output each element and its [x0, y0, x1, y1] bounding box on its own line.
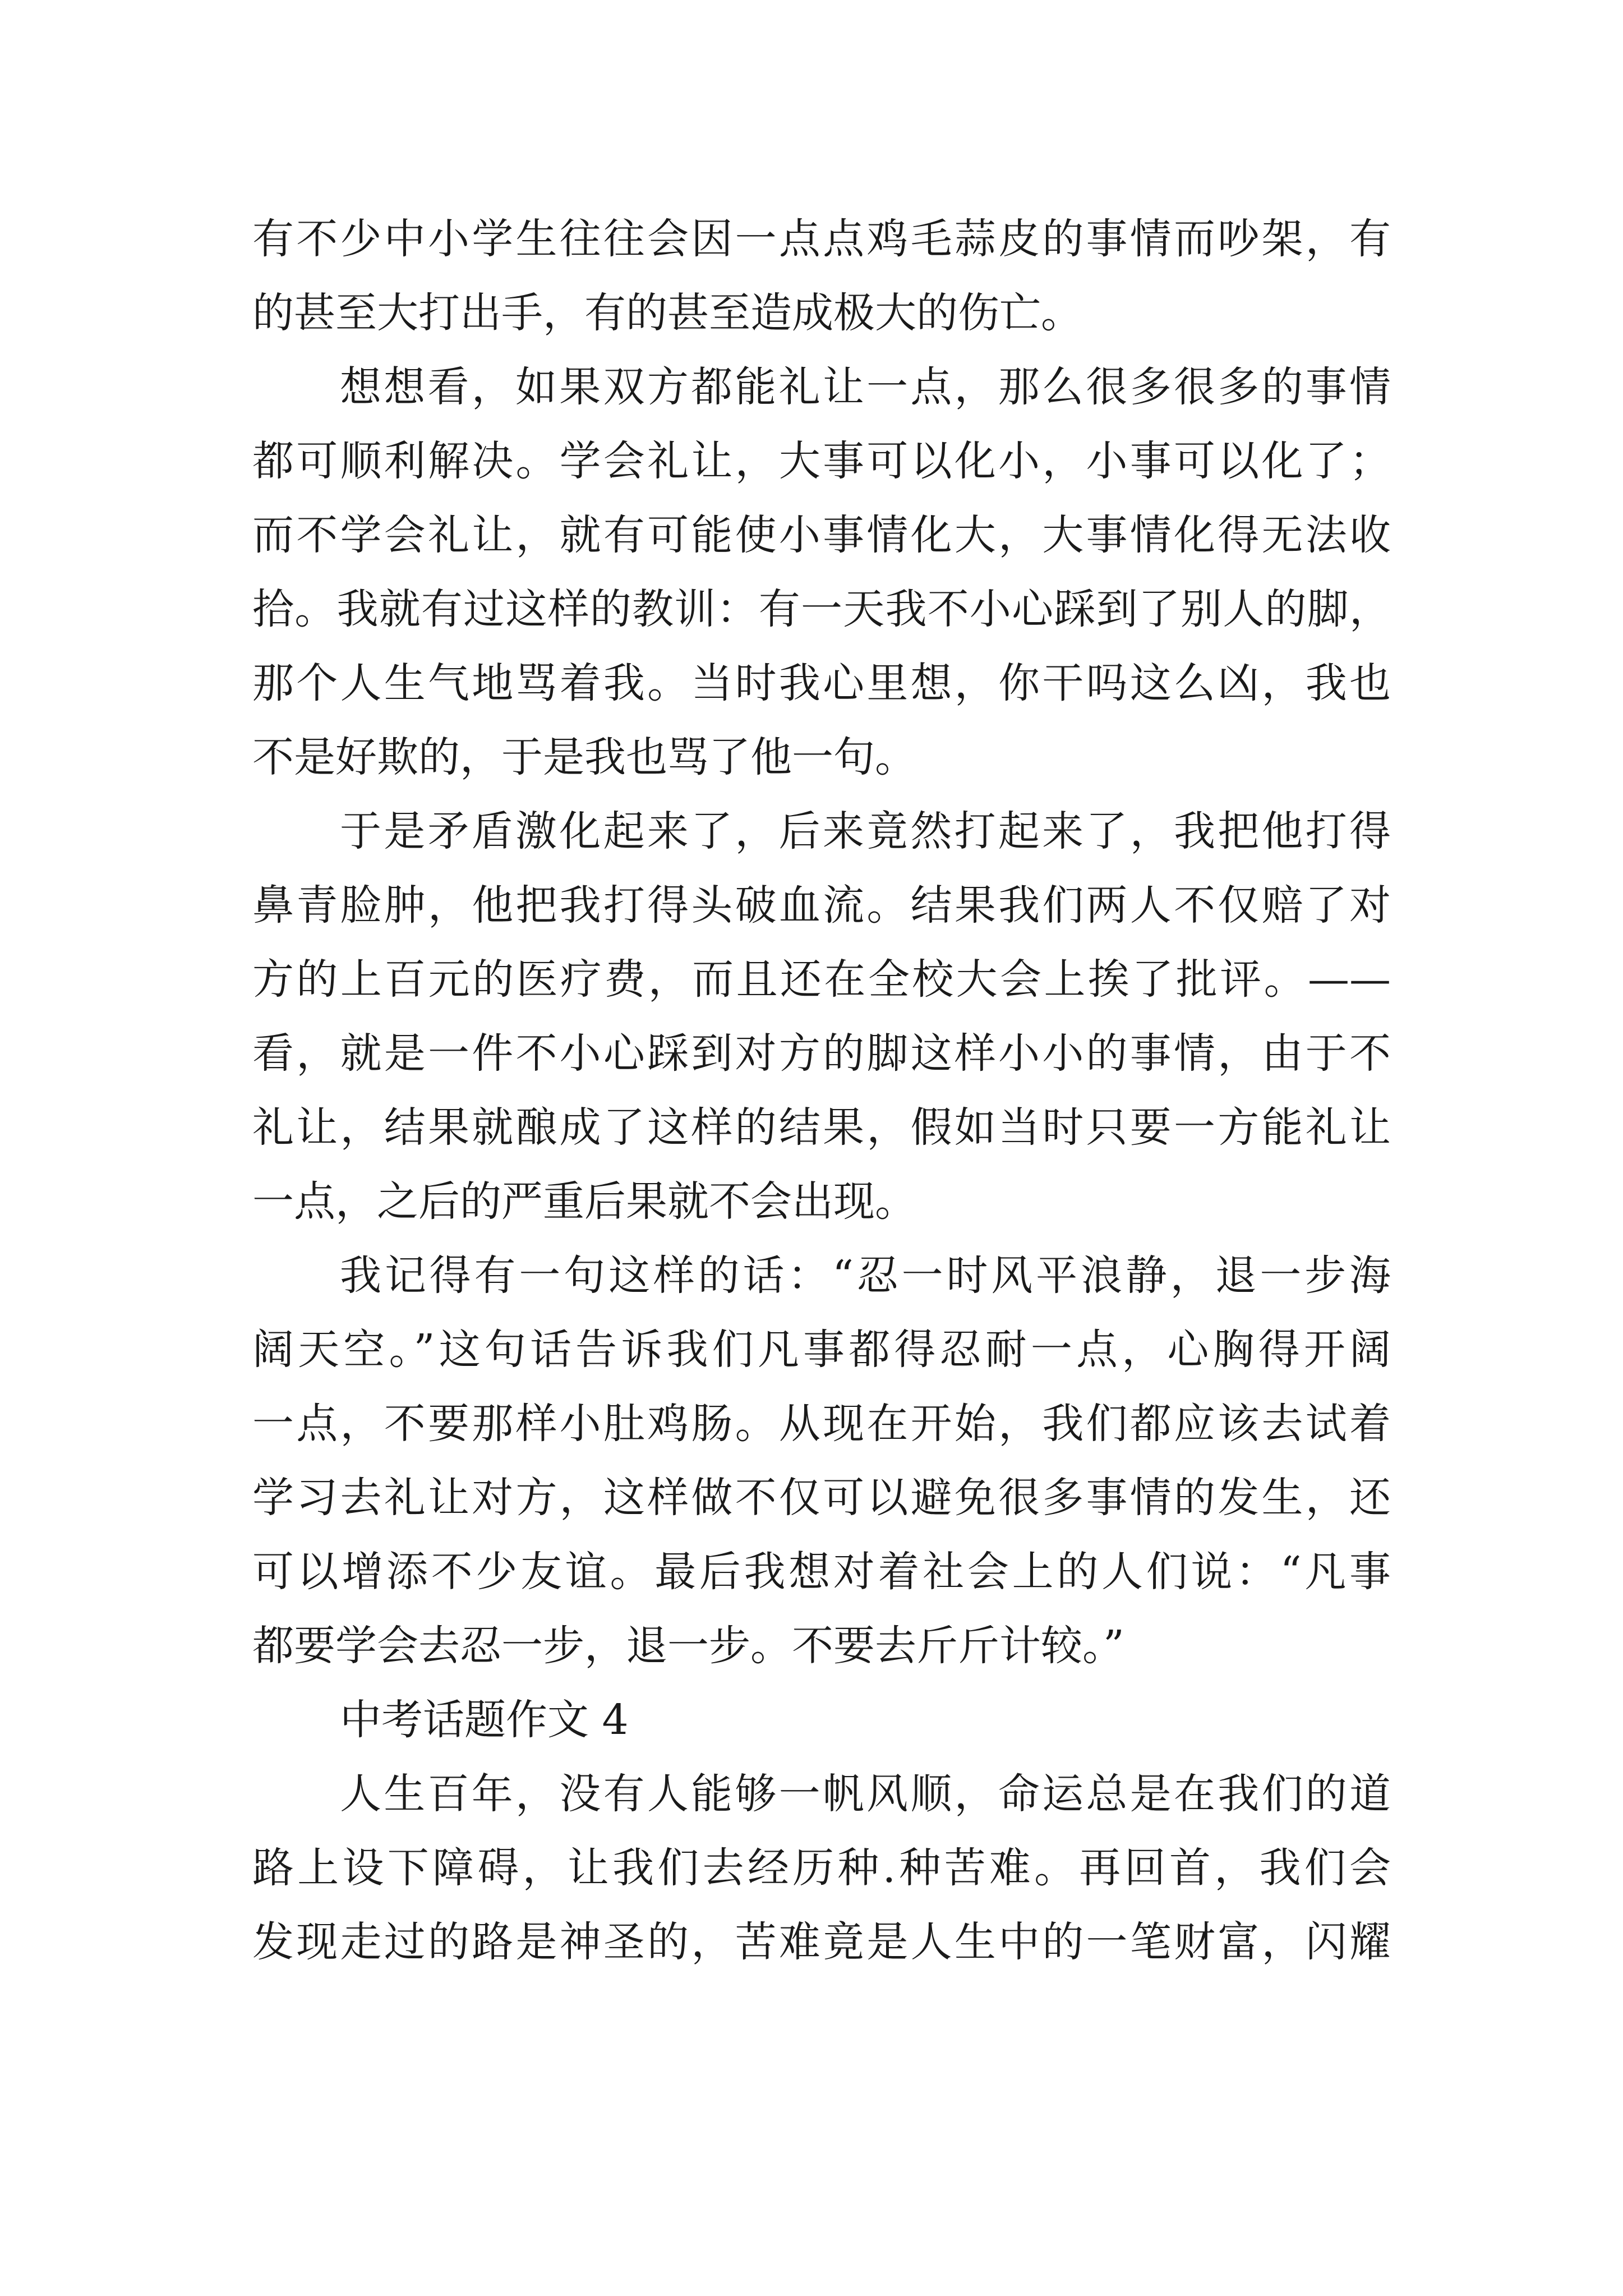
document-body [252, 202, 1391, 1979]
text-line: 发现走过的路是神圣的，苦难竟是人生中的一笔财富，闪耀 [252, 1918, 1391, 1966]
text-line: 方的上百元的医疗费，而且还在全校大会上挨了批评。—— [252, 955, 1391, 1004]
text-line: 一点，之后的严重后果就不会出现。 [252, 1177, 916, 1226]
text-line: 拾。我就有过这样的教训：有一天我不小心踩到了别人的脚， [252, 585, 1391, 633]
text-line: 想想看，如果双方都能礼让一点，那么很多很多的事情 [340, 363, 1391, 411]
text-line: 鼻青脸肿，他把我打得头破血流。结果我们两人不仅赔了对 [252, 881, 1391, 930]
section-heading: 中考话题作文 4 [340, 1696, 629, 1744]
text-line: 礼让，结果就酿成了这样的结果，假如当时只要一方能礼让 [252, 1103, 1391, 1152]
text-line: 一点，不要那样小肚鸡肠。从现在开始，我们都应该去试着 [252, 1400, 1391, 1448]
text-line: 人生百年，没有人能够一帆风顺，命运总是在我们的道 [340, 1770, 1391, 1818]
text-line: 看，就是一件不小心踩到对方的脚这样小小的事情，由于不 [252, 1029, 1391, 1078]
text-line: 都要学会去忍一步，退一步。不要去斤斤计较。” [252, 1622, 1124, 1670]
text-line: 有不少中小学生往往会因一点点鸡毛蒜皮的事情而吵架，有 [252, 215, 1391, 263]
text-line: 我记得有一句这样的话：“忍一时风平浪静，退一步海 [340, 1251, 1391, 1300]
text-line: 都可顺利解决。学会礼让，大事可以化小，小事可以化了； [252, 437, 1391, 485]
text-line: 那个人生气地骂着我。当时我心里想，你干吗这么凶，我也 [252, 659, 1391, 707]
text-line: 学习去礼让对方，这样做不仅可以避免很多事情的发生，还 [252, 1474, 1391, 1522]
text-line: 路上设下障碍，让我们去经历种.种苦难。再回首，我们会 [252, 1844, 1391, 1892]
text-line: 不是好欺的，于是我也骂了他一句。 [252, 733, 916, 781]
text-line: 的甚至大打出手，有的甚至造成极大的伤亡。 [252, 289, 1082, 337]
text-line: 而不学会礼让，就有可能使小事情化大，大事情化得无法收 [252, 511, 1391, 559]
text-line: 可以增添不少友谊。最后我想对着社会上的人们说：“凡事 [252, 1548, 1391, 1596]
text-line: 阔天空。”这句话告诉我们凡事都得忍耐一点，心胸得开阔 [252, 1326, 1391, 1374]
text-line: 于是矛盾激化起来了，后来竟然打起来了，我把他打得 [340, 807, 1391, 855]
